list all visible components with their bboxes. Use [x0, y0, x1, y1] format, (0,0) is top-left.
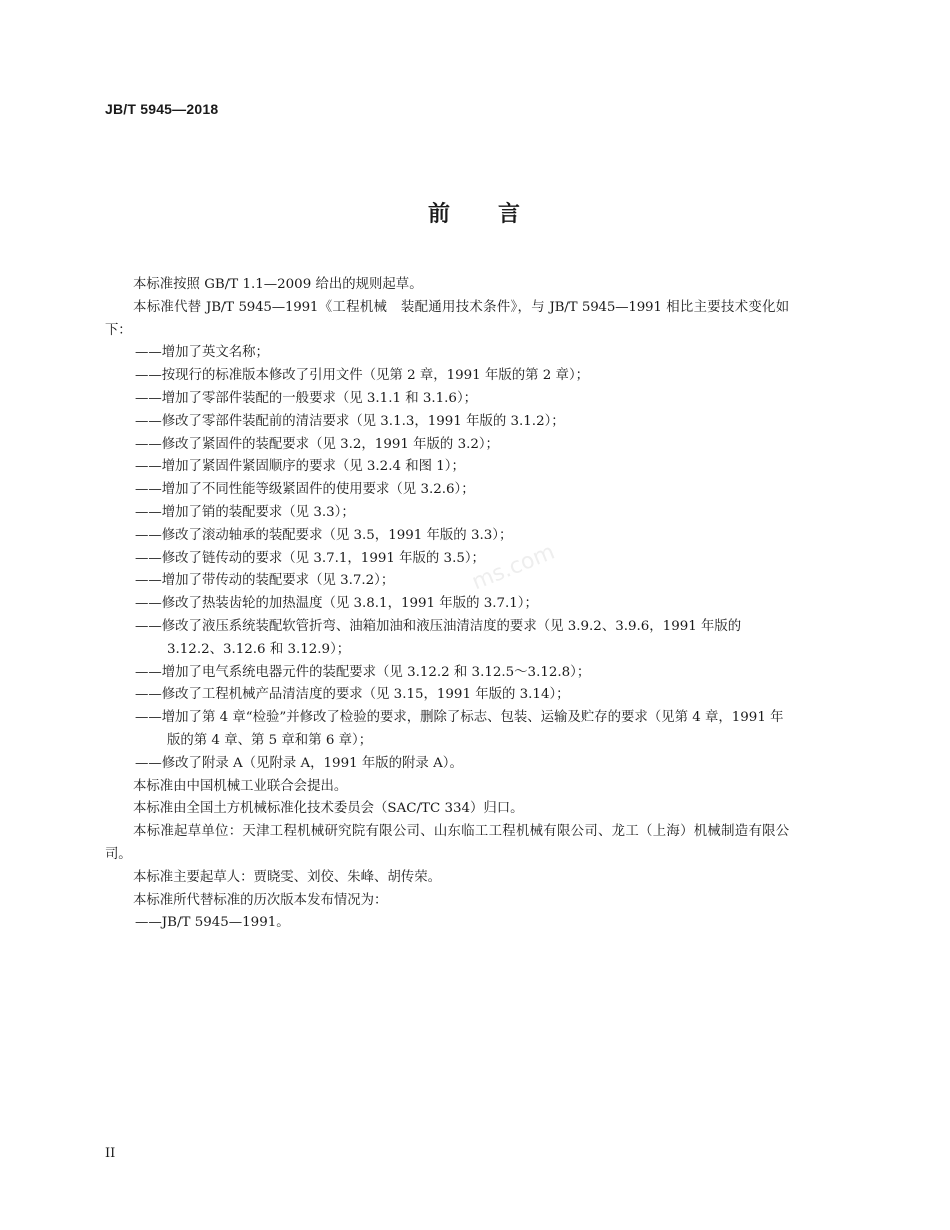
list-item: ——增加了紧固件紧固顺序的要求（见 3.2.4 和图 1）；	[135, 459, 465, 475]
list-item: ——修改了链传动的要求（见 3.7.1，1991 年版的 3.5）；	[135, 550, 485, 566]
paragraph: 本标准所代替标准的历次版本发布情况为：	[133, 892, 388, 908]
paragraph: 本标准代替 JB/T 5945—1991《工程机械 装配通用技术条件》，与 JB/T 5945—1991 相比主要技术变化如下：	[105, 299, 789, 338]
list-item: ——按现行的标准版本修改了引用文件（见第 2 章，1991 年版的第 2 章）；	[135, 368, 590, 384]
list-item: ——增加了不同性能等级紧固件的使用要求（见 3.2.6）；	[135, 482, 475, 498]
history-item: ——JB/T 5945—1991。	[135, 915, 290, 931]
list-item: ——修改了热装齿轮的加热温度（见 3.8.1，1991 年版的 3.7.1）；	[135, 596, 538, 612]
list-item: ——增加了带传动的装配要求（见 3.7.2）；	[135, 573, 395, 589]
watermark: ms.com	[468, 539, 559, 596]
list-item: ——增加了销的装配要求（见 3.3）；	[135, 504, 355, 520]
list-item: ——修改了紧固件的装配要求（见 3.2，1991 年版的 3.2）；	[135, 436, 499, 452]
standard-number: JB/T 5945—2018	[105, 101, 219, 117]
paragraph: 本标准起草单位：天津工程机械研究院有限公司、山东临工工程机械有限公司、龙工（上海）机械制造有限公司。	[105, 824, 789, 862]
title-char-1: 前	[427, 202, 452, 227]
paragraph: 本标准主要起草人：贾晓雯、刘佼、朱峰、胡传荣。	[133, 869, 441, 885]
title-char-2: 言	[498, 202, 523, 227]
foreword-body	[105, 274, 789, 935]
list-item: ——增加了第 4 章“检验”并修改了检验的要求，删除了标志、包装、运输及贮存的要求（见第 4 章，1991 年版的第 4 章、第 5 章和第 6 章）；	[135, 710, 784, 748]
page-title	[0, 197, 950, 228]
list-item: ——修改了工程机械产品清洁度的要求（见 3.15，1991 年版的 3.14）；	[135, 687, 570, 703]
list-item: ——修改了液压系统装配软管折弯、油箱加油和液压油清洁度的要求（见 3.9.2、3.9.6，1991 年版的 3.12.2、3.12.6 和 3.12.9）；	[135, 618, 742, 657]
paragraph: 本标准由中国机械工业联合会提出。	[133, 778, 348, 794]
list-item: ——增加了零部件装配的一般要求（见 3.1.1 和 3.1.6）；	[135, 390, 478, 406]
list-item: ——增加了电气系统电器元件的装配要求（见 3.12.2 和 3.12.5～3.12.8）；	[135, 664, 591, 680]
list-item: ——增加了英文名称；	[135, 345, 269, 361]
list-item: ——修改了零部件装配前的清洁要求（见 3.1.3，1991 年版的 3.1.2）；	[135, 413, 565, 429]
list-item: ——修改了滚动轴承的装配要求（见 3.5，1991 年版的 3.3）；	[135, 527, 513, 543]
paragraph: 本标准由全国土方机械标准化技术委员会（SAC/TC 334）归口。	[133, 801, 524, 817]
page-number: II	[105, 1146, 116, 1161]
list-item: ——修改了附录 A（见附录 A，1991 年版的附录 A）。	[135, 755, 463, 771]
paragraph: 本标准按照 GB/T 1.1—2009 给出的规则起草。	[133, 277, 423, 292]
